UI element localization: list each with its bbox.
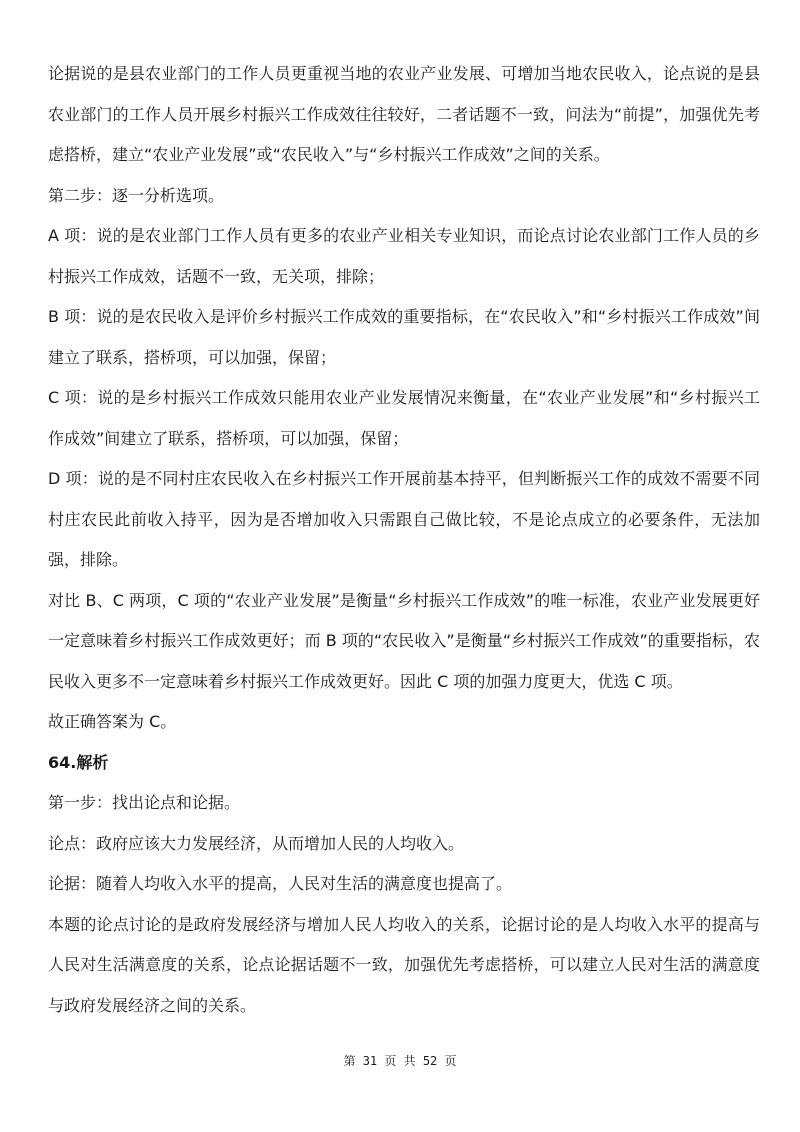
- paragraph-evidence: 论据：随着人均收入水平的提高，人民对生活的满意度也提高了。: [48, 874, 513, 893]
- page-content: [48, 54, 760, 1026]
- paragraph-answer: 故正确答案为 C。: [48, 712, 177, 731]
- paragraph-step-two: 第二步：逐一分析选项。: [48, 185, 225, 205]
- page-number-footer: 第 31 页 共 52 页: [343, 1054, 457, 1068]
- paragraph-option-a: A 项：说的是农业部门工作人员有更多的农业产业相关专业知识，而论点讨论农业部门工作人员的乡村振兴工作成效，话题不一致，无关项，排除；: [48, 226, 760, 286]
- paragraph-option-d: D 项：说的是不同村庄农民收入在乡村振兴工作开展前基本持平，但判断振兴工作的成效不需要不同村庄农民此前收入持平，因为是否增加收入只需跟自己做比较，不是论点成立的必要条件，无法加强，排除。: [48, 469, 760, 569]
- paragraph-comparison: 对比 B、C 两项，C 项的“农业产业发展”是衡量“乡村振兴工作成效”的唯一标准，农业产业发展更好一定意味着乡村振兴工作成效更好；而 B 项的“农民收入”是衡量“乡村振兴工作成效”的重要指标，农民收入更多不一定意味着乡村振兴工作成效更好。因此 C 项的加强力度更大，优选 C 项。: [48, 590, 760, 691]
- paragraph-option-c: C 项：说的是乡村振兴工作成效只能用农业产业发展情况来衡量，在“农业产业发展”和“乡村振兴工作成效”间建立了联系，搭桥项，可以加强，保留；: [48, 388, 760, 448]
- paragraph-step-one: 第一步：找出论点和论据。: [48, 793, 241, 812]
- section-heading: 64.解析: [48, 752, 109, 772]
- paragraph-bridge-analysis: 本题的论点讨论的是政府发展经济与增加人民人均收入的关系，论据讨论的是人均收入水平的提高与人民对生活满意度的关系，论点论据话题不一致，加强优先考虑搭桥，可以建立人民对生活的满意度与政府发展经济之间的关系。: [48, 914, 760, 1015]
- paragraph-thesis: 论点：政府应该大力发展经济，从而增加人民的人均收入。: [48, 833, 465, 853]
- paragraph-option-b: B 项：说的是农民收入是评价乡村振兴工作成效的重要指标，在“农民收入”和“乡村振兴工作成效”间建立了联系，搭桥项，可以加强，保留；: [48, 307, 760, 367]
- paragraph-argument-analysis: 论据说的是县农业部门的工作人员更重视当地的农业产业发展、可增加当地农民收入，论点说的是县农业部门的工作人员开展乡村振兴工作成效往往较好，二者话题不一致，问法为“前提”，加强优先考虑搭桥，建立“农业产业发展”或“农民收入”与“乡村振兴工作成效”之间的关系。: [48, 64, 760, 164]
